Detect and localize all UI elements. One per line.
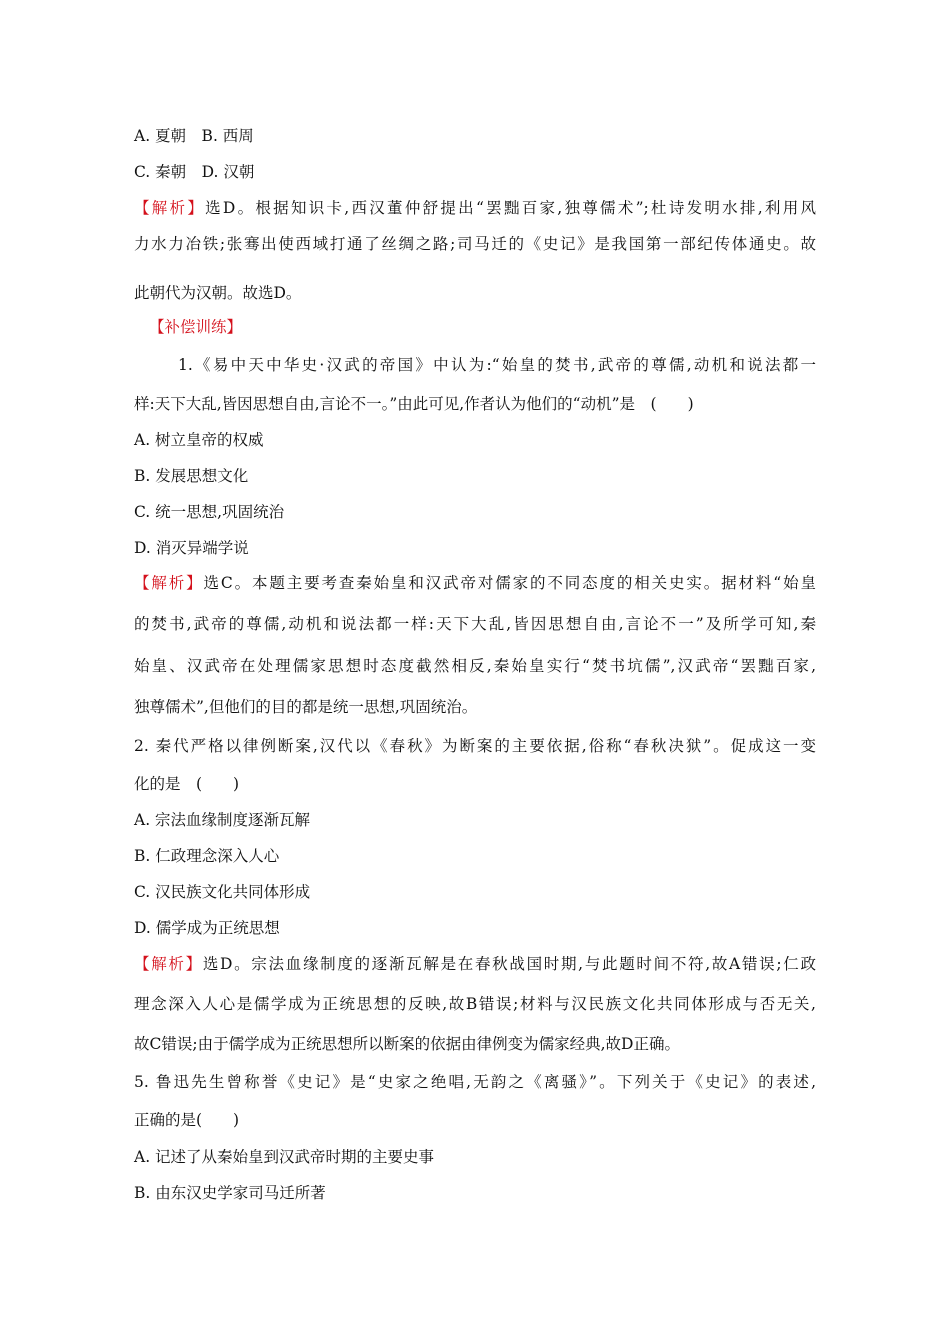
analysis-2-line-3: 始皇、汉武帝在处理儒家思想时态度截然相反,秦始皇实行“焚书坑儒”,汉武帝“罢黜百家, [134, 657, 816, 675]
question-5-line-2: 正确的是( ) [134, 1111, 240, 1129]
analysis-1-line-1: 【解析】选D。根据知识卡,西汉董仲舒提出“罢黜百家,独尊儒术”;杜诗发明水排,利用风 [134, 199, 816, 217]
analysis-tag: 【解析】 [134, 574, 204, 592]
question-2-line-2: 化的是 ( ) [134, 775, 240, 793]
analysis-2-line-4: 独尊儒术”,但他们的目的都是统一思想,巩固统治。 [134, 698, 478, 716]
analysis-tag: 【解析】 [134, 199, 206, 217]
question-1-option-c: C. 统一思想,巩固统治 [134, 503, 285, 521]
analysis-tag: 【解析】 [134, 955, 203, 973]
analysis-3-line-1: 【解析】选D。宗法血缘制度的逐渐瓦解是在春秋战国时期,与此题时间不符,故A错误;仁政 [134, 955, 816, 973]
analysis-1-line-3: 此朝代为汉朝。故选D。 [134, 284, 302, 302]
question-2-option-c: C. 汉民族文化共同体形成 [134, 883, 311, 901]
question-1-line-1: 1.《易中天中华史·汉武的帝国》中认为:“始皇的焚书,武帝的尊儒,动机和说法都一 [178, 356, 816, 374]
question-1-option-d: D. 消灭异端学说 [134, 539, 249, 557]
analysis-3-line-3: 故C错误;由于儒学成为正统思想所以断案的依据由律例变为儒家经典,故D正确。 [134, 1035, 680, 1053]
question-2-line-1: 2. 秦代严格以律例断案,汉代以《春秋》为断案的主要依据,俗称“春秋决狱”。促成这一变 [134, 737, 816, 755]
question-5-option-b: B. 由东汉史学家司马迁所著 [134, 1184, 326, 1202]
analysis-3-line-2: 理念深入人心是儒学成为正统思想的反映,故B错误;材料与汉民族文化共同体形成与否无关, [134, 995, 816, 1013]
section-heading: 【补偿训练】 [149, 318, 243, 336]
question-2-option-d: D. 儒学成为正统思想 [134, 919, 280, 937]
question-1-line-2: 样:天下大乱,皆因思想自由,言论不一。”由此可见,作者认为他们的“动机”是 ( ) [134, 395, 694, 413]
options-ab: A. 夏朝 B. 西周 [134, 127, 254, 145]
question-1-option-a: A. 树立皇帝的权威 [134, 431, 264, 449]
question-5-option-a: A. 记述了从秦始皇到汉武帝时期的主要史事 [134, 1148, 435, 1166]
analysis-1-line-2: 力水力冶铁;张骞出使西域打通了丝绸之路;司马迁的《史记》是我国第一部纪传体通史。故 [134, 235, 816, 253]
question-2-option-a: A. 宗法血缘制度逐渐瓦解 [134, 811, 311, 829]
options-cd: C. 秦朝 D. 汉朝 [134, 163, 255, 181]
analysis-2-line-1: 【解析】选C。本题主要考查秦始皇和汉武帝对儒家的不同态度的相关史实。据材料“始皇 [134, 574, 816, 592]
question-2-option-b: B. 仁政理念深入人心 [134, 847, 280, 865]
analysis-2-line-2: 的焚书,武帝的尊儒,动机和说法都一样:天下大乱,皆因思想自由,言论不一”及所学可知,秦 [134, 615, 816, 633]
question-1-option-b: B. 发展思想文化 [134, 467, 249, 485]
question-5-line-1: 5. 鲁迅先生曾称誉《史记》是“史家之绝唱,无韵之《离骚》”。下列关于《史记》的表述, [134, 1073, 816, 1091]
